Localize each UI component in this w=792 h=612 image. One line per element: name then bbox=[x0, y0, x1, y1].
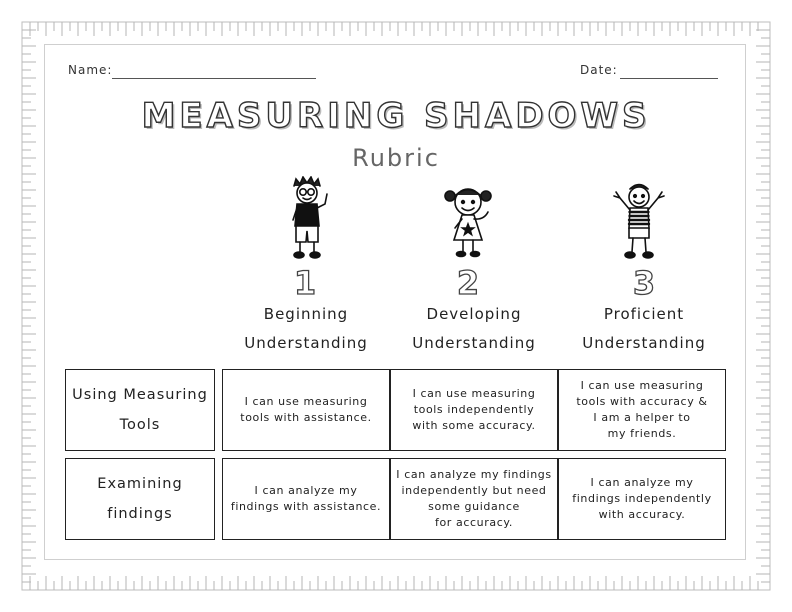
date-label: Date: bbox=[580, 63, 618, 77]
criterion-using-measuring-tools bbox=[65, 369, 215, 451]
descriptor-line: I can use measuring bbox=[244, 395, 368, 408]
descriptor-line: tools with assistance. bbox=[240, 411, 372, 424]
level-3-label-line1: Proficient bbox=[603, 305, 685, 323]
level-3-label-line2: Understanding bbox=[582, 334, 706, 352]
date-field[interactable] bbox=[620, 78, 718, 79]
criterion-line: Using Measuring bbox=[72, 387, 208, 403]
level-2-label-line1: Developing bbox=[426, 305, 522, 323]
cheering-boy-icon bbox=[612, 180, 666, 262]
level-1-number: 1 bbox=[293, 264, 317, 302]
name-field[interactable] bbox=[112, 78, 316, 79]
page-title: MEASURING SHADOWS bbox=[141, 96, 651, 136]
level-1-label-line2: Understanding bbox=[244, 334, 368, 352]
name-label: Name: bbox=[68, 63, 113, 77]
descriptor-line: I can analyze my bbox=[590, 476, 694, 489]
descriptor-line: I am a helper to bbox=[593, 411, 691, 424]
level-1-label bbox=[222, 300, 390, 358]
descriptor-line: findings with assistance. bbox=[230, 500, 382, 513]
descriptor-line: independently but need bbox=[401, 484, 547, 497]
level-3-label bbox=[560, 300, 728, 358]
level-3-number: 3 bbox=[632, 264, 656, 302]
level-2-label bbox=[390, 300, 558, 358]
descriptor-line: my friends. bbox=[607, 427, 677, 440]
level-2-label-line2: Understanding bbox=[412, 334, 536, 352]
descriptor-cell bbox=[222, 369, 390, 451]
girl-with-pigtails-icon bbox=[440, 182, 496, 258]
descriptor-line: I can use measuring bbox=[412, 387, 536, 400]
criterion-line: Examining bbox=[97, 476, 183, 492]
descriptor-line: for accuracy. bbox=[435, 516, 513, 529]
descriptor-line: I can analyze my bbox=[254, 484, 358, 497]
descriptor-cell bbox=[558, 369, 726, 451]
page-subtitle: Rubric bbox=[352, 144, 440, 172]
descriptor-line: some guidance bbox=[428, 500, 520, 513]
descriptor-cell bbox=[390, 369, 558, 451]
descriptor-line: findings independently bbox=[572, 492, 712, 505]
criterion-line: findings bbox=[107, 506, 173, 522]
descriptor-line: with accuracy. bbox=[598, 508, 686, 521]
descriptor-cell bbox=[222, 458, 390, 540]
descriptor-cell bbox=[390, 458, 558, 540]
boy-with-glasses-icon bbox=[282, 176, 334, 262]
descriptor-line: I can use measuring bbox=[580, 379, 704, 392]
descriptor-line: tools independently bbox=[413, 403, 535, 416]
criterion-examining-findings bbox=[65, 458, 215, 540]
level-2-number: 2 bbox=[456, 264, 480, 302]
descriptor-line: tools with accuracy & bbox=[576, 395, 708, 408]
descriptor-cell bbox=[558, 458, 726, 540]
criterion-line: Tools bbox=[119, 417, 161, 433]
descriptor-line: I can analyze my findings bbox=[396, 468, 552, 481]
level-1-label-line1: Beginning bbox=[263, 305, 349, 323]
descriptor-line: with some accuracy. bbox=[412, 419, 536, 432]
